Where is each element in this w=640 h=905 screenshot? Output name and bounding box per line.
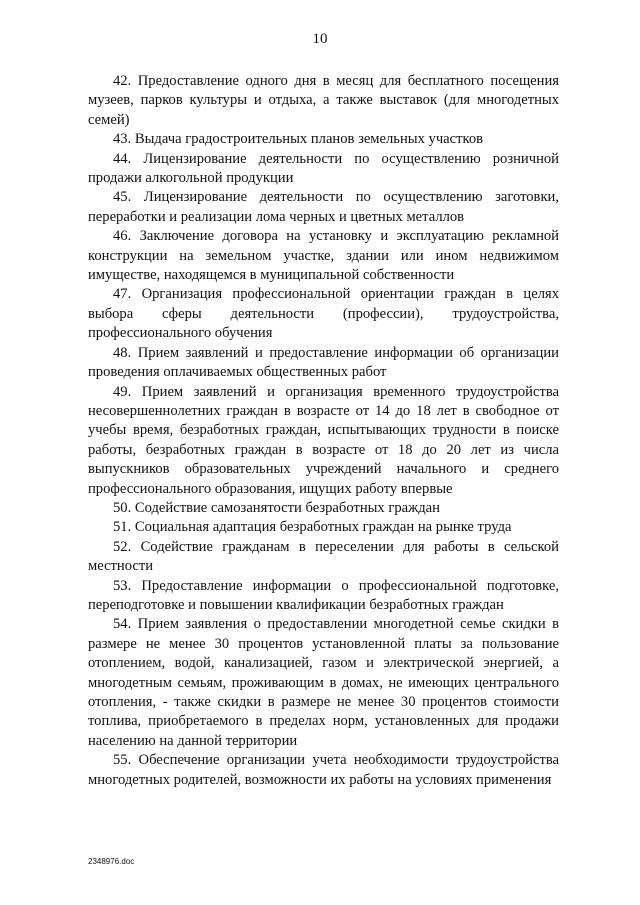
list-item-44: 44. Лицензирование деятельности по осуществлению розничной продажи алкогольной продукции (88, 150, 559, 187)
list-item-50: 50. Содействие самозанятости безработных граждан (113, 499, 440, 516)
list-item-53: 53. Предоставление информации о профессиональной подготовке, переподготовке и повышении квалификации безработных граждан (88, 577, 559, 613)
list-item-52: 52. Содействие гражданам в переселении для работы в сельской местности (88, 538, 559, 575)
list-item-47: 47. Организация профессиональной ориентации граждан в целях выбора сферы деятельности (профессии), трудоустройства, профессионального обучения (88, 286, 559, 342)
list-item-46: 46. Заключение договора на установку и эксплуатацию рекламной конструкции на земельном участке, здании или ином недвижимом имуществе, находящемся в муниципальной собственности (88, 228, 559, 284)
document-file-code: 2348976.doc (88, 857, 135, 866)
list-item-51: 51. Социальная адаптация безработных граждан на рынке труда (113, 519, 512, 536)
list-item-42: 42. Предоставление одного дня в месяц для бесплатного посещения музеев, парков культуры и отдыха, а также выставок (для многодетных семей) (88, 73, 559, 128)
list-item-55: 55. Обеспечение организации учета необходимости трудоустройства многодетных родителей, возможности их работы на условиях применения (88, 752, 559, 788)
list-item-43: 43. Выдача градостроительных планов земельных участков (113, 131, 484, 148)
services-list (88, 72, 559, 790)
list-item-49: 49. Прием заявлений и организация временного трудоустройства несовершеннолетних граждан в возрасте от 14 до 18 лет в свободное от учебы время, безработных граждан, испытывающих трудности в поиске работы, безработных граждан в возрасте от 18 до 20 лет из числа выпускников образовательных учреждений начального и среднего профессионального образования, ищущих работу впервые (88, 383, 559, 497)
page-number: 10 (312, 31, 328, 47)
list-item-54: 54. Прием заявления о предоставлении многодетной семье скидки в размере не менее 30 процентов установленной платы за пользование отоплением, водой, канализацией, газом и электрической энергией, а многодетным семьям, проживающим в домах, не имеющих центрального отопления, - также скидки в размере не менее 30 процентов стоимости топлива, приобретаемого в пределах норм, установленных для продажи населению на данной территории (88, 616, 559, 749)
list-item-48: 48. Прием заявлений и предоставление информации об организации проведения оплачиваемых общественных работ (88, 344, 559, 381)
list-item-45: 45. Лицензирование деятельности по осуществлению заготовки, переработки и реализации лома черных и цветных металлов (88, 189, 559, 225)
